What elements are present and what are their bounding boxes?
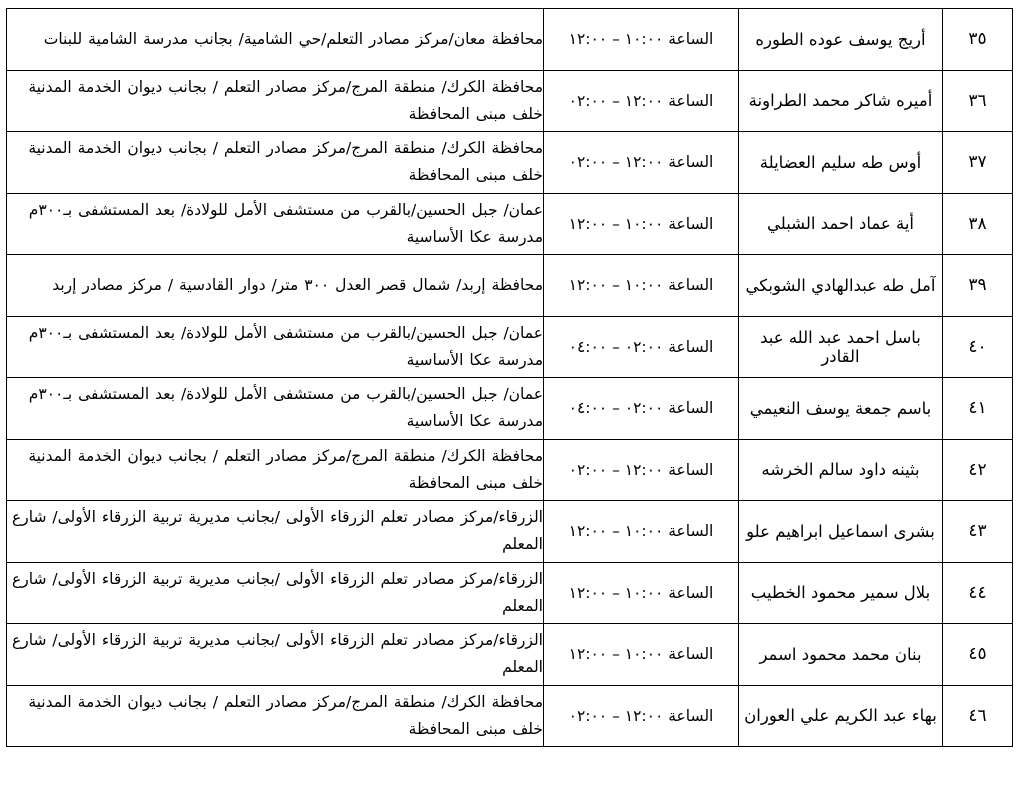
- time-slot: الساعة ٠٢:٠٠ – ٠٤:٠٠: [544, 378, 739, 440]
- applicant-name: أوس طه سليم العضايلة: [739, 132, 943, 194]
- applicant-name: آمل طه عبدالهادي الشوبكي: [739, 255, 943, 317]
- time-slot: الساعة ٠٢:٠٠ – ٠٤:٠٠: [544, 316, 739, 378]
- row-number: ٤٢: [943, 439, 1013, 501]
- location-address: عمان/ جبل الحسين/بالقرب من مستشفى الأمل للولادة/ بعد المستشفى بـ٣٠٠م مدرسة عكا الأساسية: [7, 316, 544, 378]
- location-address: الزرقاء/مركز مصادر تعلم الزرقاء الأولى /بجانب مديرية تربية الزرقاء الأولى/ شارع المعلم: [7, 562, 544, 624]
- row-number: ٤٣: [943, 501, 1013, 563]
- row-number: ٣٥: [943, 9, 1013, 71]
- location-address: الزرقاء/مركز مصادر تعلم الزرقاء الأولى /بجانب مديرية تربية الزرقاء الأولى/ شارع المعلم: [7, 501, 544, 563]
- table-row: [7, 562, 1013, 624]
- schedule-table: [6, 8, 1013, 747]
- time-slot: الساعة ١٢:٠٠ – ٠٢:٠٠: [544, 439, 739, 501]
- applicant-name: أريج يوسف عوده الطوره: [739, 9, 943, 71]
- row-number: ٣٦: [943, 70, 1013, 132]
- table-row: [7, 439, 1013, 501]
- table-row: [7, 685, 1013, 747]
- location-address: محافظة الكرك/ منطقة المرج/مركز مصادر التعلم / بجانب ديوان الخدمة المدنية خلف مبنى المحافظة: [7, 70, 544, 132]
- location-address: عمان/ جبل الحسين/بالقرب من مستشفى الأمل للولادة/ بعد المستشفى بـ٣٠٠م مدرسة عكا الأساسية: [7, 193, 544, 255]
- time-slot: الساعة ١٠:٠٠ – ١٢:٠٠: [544, 193, 739, 255]
- row-number: ٤١: [943, 378, 1013, 440]
- applicant-name: بنان محمد محمود اسمر: [739, 624, 943, 686]
- time-slot: الساعة ١٠:٠٠ – ١٢:٠٠: [544, 624, 739, 686]
- applicant-name: بلال سمير محمود الخطيب: [739, 562, 943, 624]
- table-row: [7, 132, 1013, 194]
- row-number: ٣٩: [943, 255, 1013, 317]
- table-row: [7, 316, 1013, 378]
- location-address: عمان/ جبل الحسين/بالقرب من مستشفى الأمل للولادة/ بعد المستشفى بـ٣٠٠م مدرسة عكا الأساسية: [7, 378, 544, 440]
- row-number: ٤٠: [943, 316, 1013, 378]
- table-row: [7, 70, 1013, 132]
- row-number: ٣٨: [943, 193, 1013, 255]
- schedule-sheet: [6, 8, 1012, 747]
- applicant-name: باسم جمعة يوسف النعيمي: [739, 378, 943, 440]
- applicant-name: بهاء عبد الكريم علي العوران: [739, 685, 943, 747]
- time-slot: الساعة ١٢:٠٠ – ٠٢:٠٠: [544, 685, 739, 747]
- location-address: محافظة الكرك/ منطقة المرج/مركز مصادر التعلم / بجانب ديوان الخدمة المدنية خلف مبنى المحافظة: [7, 685, 544, 747]
- location-address: محافظة الكرك/ منطقة المرج/مركز مصادر التعلم / بجانب ديوان الخدمة المدنية خلف مبنى المحافظة: [7, 439, 544, 501]
- time-slot: الساعة ١٢:٠٠ – ٠٢:٠٠: [544, 132, 739, 194]
- applicant-name: بشرى اسماعيل ابراهيم علو: [739, 501, 943, 563]
- location-address: الزرقاء/مركز مصادر تعلم الزرقاء الأولى /بجانب مديرية تربية الزرقاء الأولى/ شارع المعلم: [7, 624, 544, 686]
- table-row: [7, 9, 1013, 71]
- applicant-name: أميره شاكر محمد الطراونة: [739, 70, 943, 132]
- applicant-name: بثينه داود سالم الخرشه: [739, 439, 943, 501]
- table-row: [7, 255, 1013, 317]
- row-number: ٤٥: [943, 624, 1013, 686]
- applicant-name: باسل احمد عبد الله عبد القادر: [739, 316, 943, 378]
- time-slot: الساعة ١٢:٠٠ – ٠٢:٠٠: [544, 70, 739, 132]
- location-address: محافظة معان/مركز مصادر التعلم/حي الشامية/ بجانب مدرسة الشامية للبنات: [7, 9, 544, 71]
- row-number: ٣٧: [943, 132, 1013, 194]
- applicant-name: أية عماد احمد الشبلي: [739, 193, 943, 255]
- time-slot: الساعة ١٠:٠٠ – ١٢:٠٠: [544, 501, 739, 563]
- table-row: [7, 193, 1013, 255]
- table-row: [7, 501, 1013, 563]
- time-slot: الساعة ١٠:٠٠ – ١٢:٠٠: [544, 255, 739, 317]
- row-number: ٤٤: [943, 562, 1013, 624]
- time-slot: الساعة ١٠:٠٠ – ١٢:٠٠: [544, 562, 739, 624]
- time-slot: الساعة ١٠:٠٠ – ١٢:٠٠: [544, 9, 739, 71]
- row-number: ٤٦: [943, 685, 1013, 747]
- location-address: محافظة الكرك/ منطقة المرج/مركز مصادر التعلم / بجانب ديوان الخدمة المدنية خلف مبنى المحافظة: [7, 132, 544, 194]
- table-row: [7, 378, 1013, 440]
- location-address: محافظة إربد/ شمال قصر العدل ٣٠٠ متر/ دوار القادسية / مركز مصادر إربد: [7, 255, 544, 317]
- table-row: [7, 624, 1013, 686]
